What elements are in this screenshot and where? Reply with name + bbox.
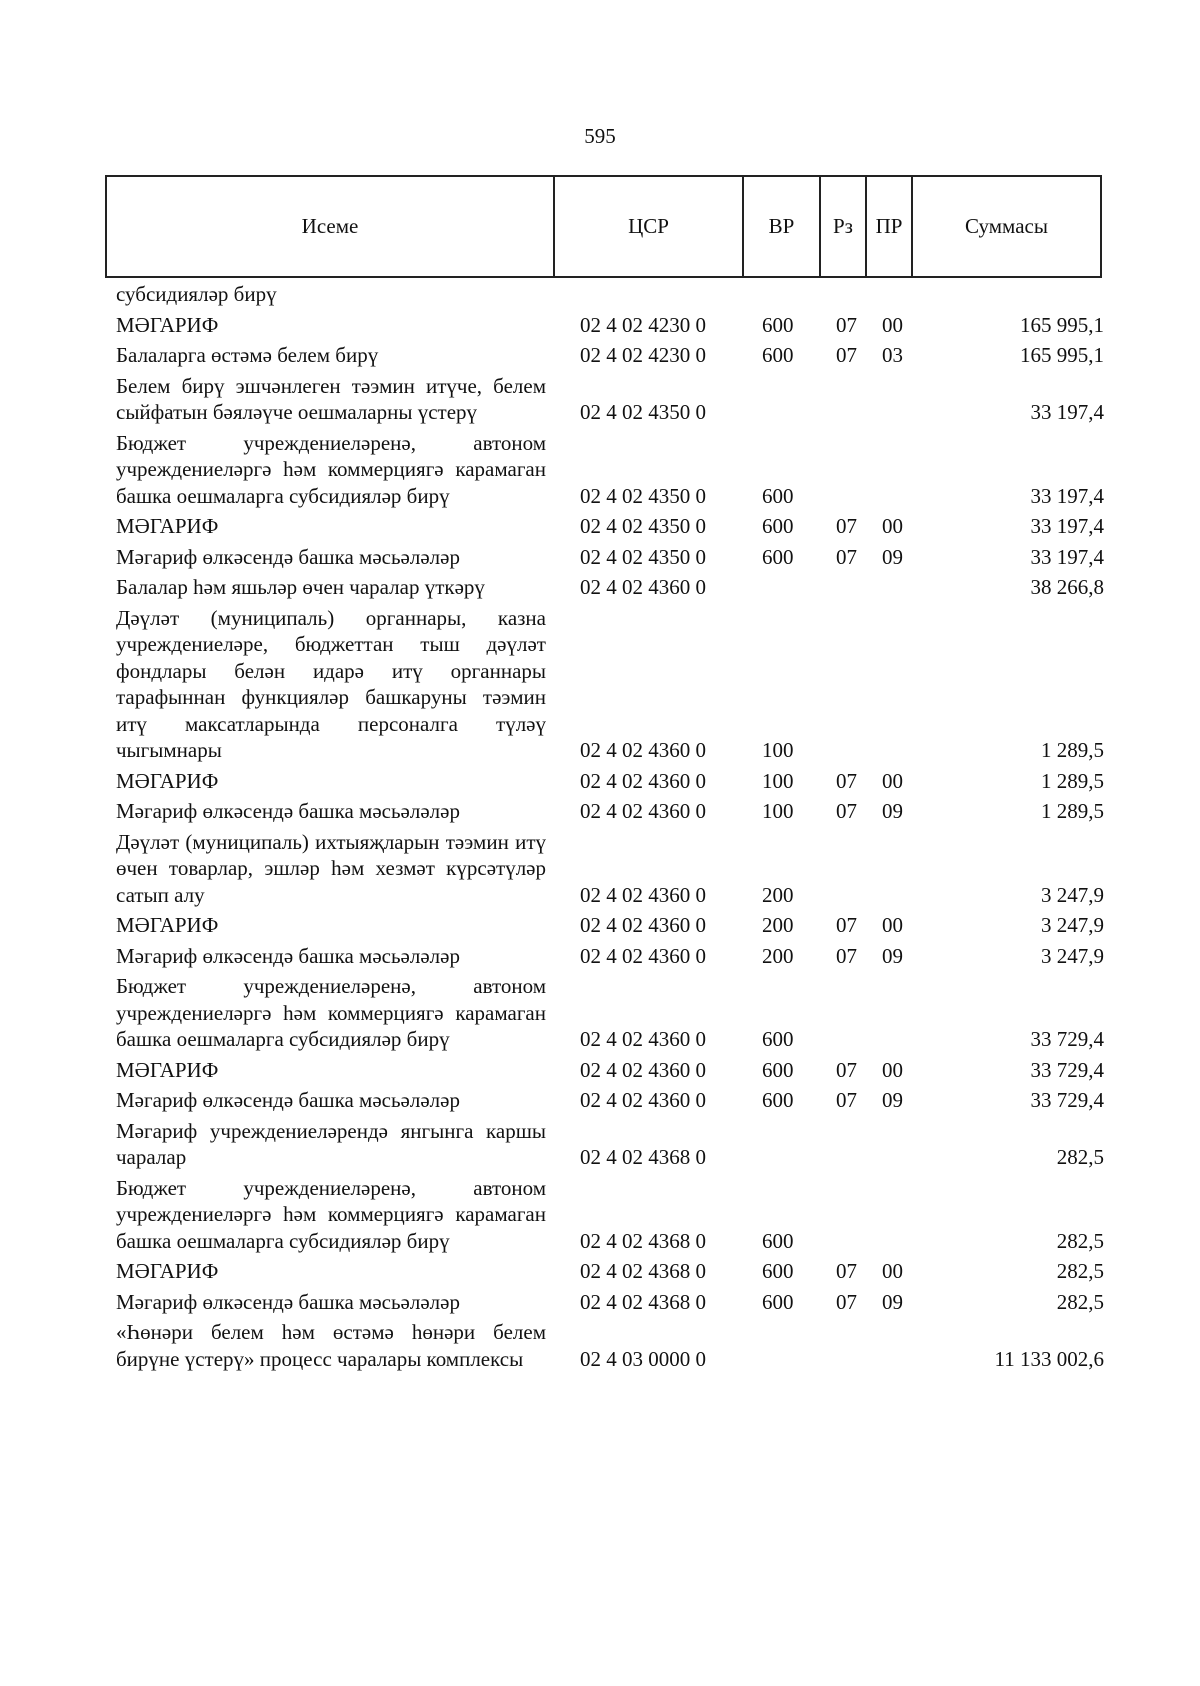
row-csr: 02 4 02 4368 0 (580, 1259, 706, 1283)
row-csr: 02 4 02 4230 0 (580, 312, 706, 337)
table-row (0, 340, 1200, 371)
row-vr: 200 (762, 943, 794, 968)
row-name: Мәгариф өлкәсендә башка мәсьәләләр (116, 799, 460, 823)
row-name: Дәүләт (муниципаль) ихтыяҗларын тәэмин итү өчен товарлар, эшләр һәм хезмәт күрсәтүләр сатып алу (116, 829, 546, 907)
row-pr: 09 (882, 544, 903, 569)
row-rz: 07 (836, 312, 857, 337)
row-name: субсидияләр бирү (116, 282, 277, 306)
header-name: Исеме (106, 176, 554, 277)
row-pr: 00 (882, 514, 903, 538)
row-rz: 07 (836, 799, 857, 823)
row-sum: 11 133 002,6 (994, 1346, 1104, 1371)
row-name: Бюджет учреждениеләренә, автоном учреждениеләргә һәм коммерциягә карамаган башка оешмаларга субсидияләр бирү (116, 1175, 546, 1253)
row-vr: 100 (762, 738, 794, 762)
table-row (0, 542, 1200, 573)
row-name: Белем бирү эшчәнлеген тәэмин итүче, белем сыйфатын бәяләүче оешмаларны үстерү (116, 373, 546, 424)
row-name: Мәгариф өлкәсендә башка мәсьәләләр (116, 1088, 460, 1112)
row-vr: 600 (762, 1088, 794, 1112)
row-rz: 07 (836, 943, 857, 968)
row-sum: 1 289,5 (1041, 768, 1104, 793)
table-body (0, 279, 1200, 1374)
row-csr: 02 4 02 4350 0 (580, 514, 706, 538)
row-name: Бюджет учреждениеләренә, автоном учреждениеләргә һәм коммерциягә карамаган башка оешмаларга субсидияләр бирү (116, 974, 546, 1051)
page-number: 595 (584, 124, 616, 148)
table-row (0, 428, 1200, 512)
row-vr: 600 (762, 1228, 794, 1253)
row-sum: 33 729,4 (1030, 1088, 1104, 1112)
table-row (0, 511, 1200, 542)
row-rz: 07 (836, 913, 857, 937)
row-csr: 02 4 02 4360 0 (580, 913, 706, 937)
row-csr: 02 4 02 4230 0 (580, 343, 706, 367)
row-sum: 1 289,5 (1041, 738, 1104, 762)
row-rz: 07 (836, 1088, 857, 1112)
table-row (0, 603, 1200, 766)
row-sum: 282,5 (1056, 1228, 1104, 1253)
row-name: МӘГАРИФ (116, 1057, 219, 1082)
row-pr: 00 (882, 1057, 903, 1082)
row-pr: 00 (882, 913, 903, 937)
row-vr: 600 (762, 343, 794, 367)
header-vr: ВР (743, 176, 820, 277)
row-sum: 38 266,8 (1030, 575, 1104, 599)
row-sum: 3 247,9 (1041, 882, 1104, 907)
row-sum: 33 729,4 (1030, 1057, 1104, 1082)
row-name: МӘГАРИФ (116, 768, 219, 793)
row-name: Дәүләт (муниципаль) органнары, казна учреждениеләре, бюджеттан тыш дәүләт фондлары белән идарә итү органнары тарафыннан функцияләр башкаруны тәэмин итү максатларында персоналга түләү чыгымнары (116, 605, 546, 762)
row-sum: 1 289,5 (1041, 799, 1104, 823)
row-pr: 00 (882, 768, 903, 793)
row-name: Балалар һәм яшьләр өчен чаралар үткәрү (116, 575, 485, 599)
row-csr: 02 4 02 4350 0 (580, 544, 706, 569)
header-sum: Суммасы (912, 176, 1101, 277)
row-sum: 33 197,4 (1030, 544, 1104, 569)
row-csr: 02 4 02 4360 0 (580, 1057, 706, 1082)
table-row (0, 1256, 1200, 1287)
row-csr: 02 4 02 4368 0 (580, 1289, 706, 1314)
row-pr: 09 (882, 799, 903, 823)
table-row (0, 971, 1200, 1055)
table-row (0, 279, 1200, 310)
row-csr: 02 4 02 4360 0 (580, 738, 706, 762)
row-csr: 02 4 02 4368 0 (580, 1145, 706, 1169)
row-name: МӘГАРИФ (116, 514, 219, 538)
row-sum: 165 995,1 (1020, 343, 1104, 367)
row-csr: 02 4 02 4350 0 (580, 483, 706, 508)
row-csr: 02 4 02 4360 0 (580, 799, 706, 823)
table-row (0, 941, 1200, 972)
table-header (105, 175, 1102, 278)
table-row (0, 827, 1200, 911)
row-name: МӘГАРИФ (116, 913, 219, 937)
row-rz: 07 (836, 1289, 857, 1314)
row-csr: 02 4 02 4360 0 (580, 943, 706, 968)
row-sum: 33 197,4 (1030, 483, 1104, 508)
row-vr: 600 (762, 1027, 794, 1051)
table-row (0, 766, 1200, 797)
row-name: МӘГАРИФ (116, 1259, 219, 1283)
row-vr: 600 (762, 483, 794, 508)
table-row (0, 310, 1200, 341)
row-csr: 02 4 02 4360 0 (580, 882, 706, 907)
row-csr: 02 4 02 4368 0 (580, 1228, 706, 1253)
table-row (0, 1173, 1200, 1257)
row-vr: 100 (762, 768, 794, 793)
table-row (0, 910, 1200, 941)
row-vr: 200 (762, 913, 794, 937)
table-row (0, 796, 1200, 827)
table-row (0, 371, 1200, 428)
row-name: Мәгариф учреждениеләрендә янгынга каршы чаралар (116, 1118, 546, 1169)
row-vr: 600 (762, 514, 794, 538)
table-row (0, 1116, 1200, 1173)
row-pr: 00 (882, 1259, 903, 1283)
row-sum: 282,5 (1056, 1259, 1104, 1283)
row-rz: 07 (836, 343, 857, 367)
table-row (0, 1085, 1200, 1116)
row-vr: 600 (762, 1259, 794, 1283)
row-sum: 282,5 (1056, 1289, 1104, 1314)
row-pr: 00 (882, 312, 903, 337)
table-row (0, 1055, 1200, 1086)
row-csr: 02 4 02 4360 0 (580, 575, 706, 599)
row-csr: 02 4 03 0000 0 (580, 1346, 706, 1371)
row-csr: 02 4 02 4350 0 (580, 400, 706, 424)
table-row (0, 572, 1200, 603)
row-csr: 02 4 02 4360 0 (580, 1088, 706, 1112)
row-rz: 07 (836, 1057, 857, 1082)
row-name: МӘГАРИФ (116, 312, 219, 337)
row-sum: 33 729,4 (1030, 1027, 1104, 1051)
row-csr: 02 4 02 4360 0 (580, 1027, 706, 1051)
header-pr: ПР (866, 176, 912, 277)
row-sum: 282,5 (1056, 1145, 1104, 1169)
row-name: «Һөнәри белем һәм өстәмә һөнәри белем бирүне үстерү» процесс чаралары комплексы (116, 1320, 546, 1371)
row-sum: 33 197,4 (1030, 514, 1104, 538)
row-rz: 07 (836, 768, 857, 793)
row-name: Мәгариф өлкәсендә башка мәсьәләләр (116, 1289, 460, 1314)
row-vr: 600 (762, 544, 794, 569)
row-pr: 09 (882, 1289, 903, 1314)
row-pr: 03 (882, 343, 903, 367)
row-vr: 200 (762, 882, 794, 907)
row-rz: 07 (836, 1259, 857, 1283)
table-row (0, 1287, 1200, 1318)
row-rz: 07 (836, 544, 857, 569)
row-sum: 33 197,4 (1030, 400, 1104, 424)
row-name: Бюджет учреждениеләренә, автоном учреждениеләргә һәм коммерциягә карамаган башка оешмаларга субсидияләр бирү (116, 430, 546, 508)
row-sum: 3 247,9 (1041, 943, 1104, 968)
header-csr: ЦСР (554, 176, 743, 277)
row-sum: 165 995,1 (1020, 312, 1104, 337)
row-sum: 3 247,9 (1041, 913, 1104, 937)
row-vr: 600 (762, 312, 794, 337)
row-name: Мәгариф өлкәсендә башка мәсьәләләр (116, 544, 460, 569)
table-row (0, 1317, 1200, 1374)
row-rz: 07 (836, 514, 857, 538)
row-vr: 100 (762, 799, 794, 823)
row-csr: 02 4 02 4360 0 (580, 768, 706, 793)
row-pr: 09 (882, 1088, 903, 1112)
row-vr: 600 (762, 1289, 794, 1314)
row-pr: 09 (882, 943, 903, 968)
row-name: Мәгариф өлкәсендә башка мәсьәләләр (116, 943, 460, 968)
header-rz: Рз (820, 176, 866, 277)
row-vr: 600 (762, 1057, 794, 1082)
row-name: Балаларга өстәмә белем бирү (116, 343, 379, 367)
